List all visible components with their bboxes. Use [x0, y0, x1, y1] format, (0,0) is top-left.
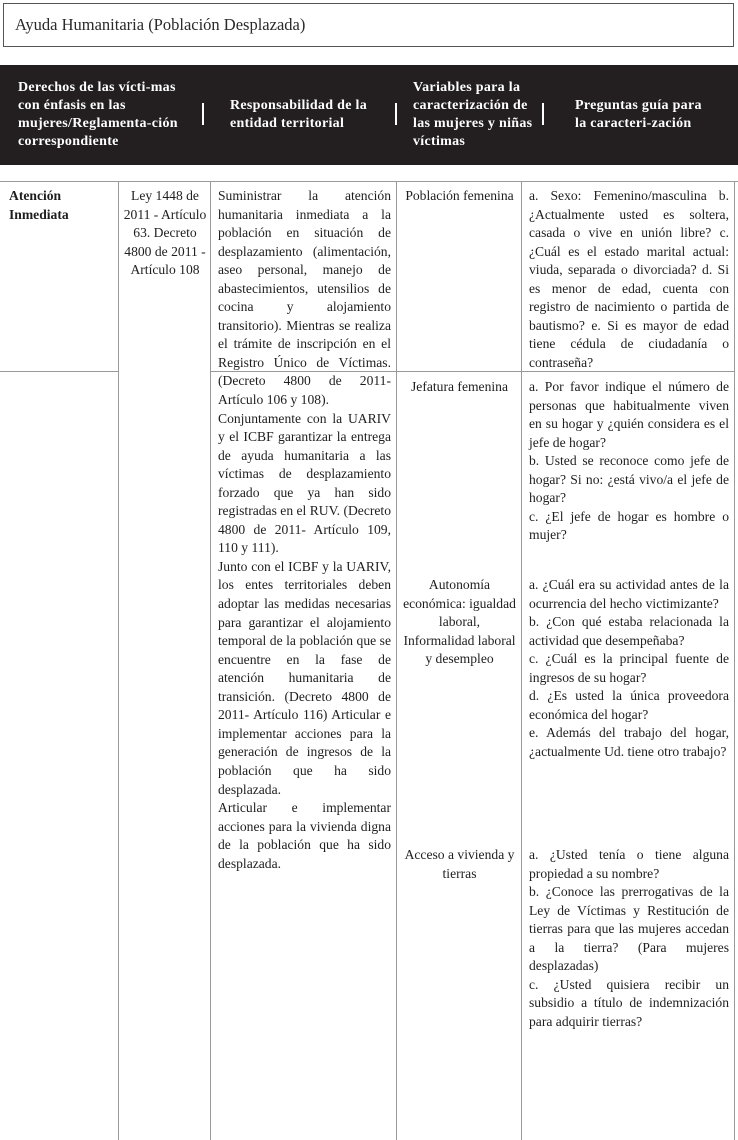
question-item: a. Sexo: Femenino/masculina b. ¿Actualmente usted es soltera, casada o vive en unión libre? c. ¿Cuál es el estado marital actual: viuda, separada o divorciada? d. Si es menor de edad, cuenta con registro de nacimiento o partida de bautismo? e. Si es mayor de edad tiene cédula de ciudadanía o contraseña?	[529, 188, 729, 370]
question-item: d. ¿Es usted la única proveedora económica del hogar?	[529, 688, 729, 722]
header-separator	[202, 103, 204, 125]
header-questions: Preguntas guía para la caracteri-zación	[575, 98, 702, 131]
question-item: b. ¿Conoce las prerrogativas de la Ley de Víctimas y Restitución de tierras para que las mujeres accedan a la tierra? (Para mujeres desplazadas)	[529, 884, 729, 974]
column-divider	[118, 181, 119, 1140]
responsibility-paragraph: Suministrar la atención humanitaria inmediata a la población en situación de desplazamiento (alimentación, aseo personal, manejo de abastecimientos, utensilios de cocina y alojamiento transitorio). Mientras se realiza el trámite de inscripción en el Registro Único de Víctimas. (Decreto 4800 de 2011- Artículo 106 y 108).	[218, 188, 391, 408]
header-variables: Variables para la caracterización de las mujeres y niñas víctimas	[413, 80, 533, 149]
row-divider	[0, 371, 118, 372]
table-header	[0, 65, 738, 165]
responsibility-paragraph: Articular e implementar acciones para la vivienda digna de la población que ha sido desplazada.	[218, 800, 391, 871]
question-item: a. Por favor indique el número de personas que habitualmente viven en su hogar y ¿quién considera es el jefe de hogar?	[529, 379, 729, 450]
right-name: Atención Inmediata	[9, 188, 69, 222]
variable-name: Autonomía económica: igualdad laboral, Informalidad laboral y desempleo	[403, 577, 516, 667]
question-item: c. ¿El jefe de hogar es hombre o mujer?	[529, 508, 729, 543]
question-item: c. ¿Cuál es la principal fuente de ingresos de su hogar?	[529, 651, 729, 685]
column-divider	[210, 181, 211, 1140]
column-divider	[734, 181, 735, 1140]
variable-questions	[529, 187, 729, 372]
column-divider	[396, 181, 397, 1140]
responsibility-text	[218, 187, 391, 873]
question-item: a. ¿Usted tenía o tiene alguna propiedad a su nombre?	[529, 847, 729, 881]
variable-name: Acceso a vivienda y tierras	[404, 847, 515, 881]
variable-questions	[529, 378, 729, 545]
variable-name: Jefatura femenina	[411, 379, 508, 394]
responsibility-paragraph: Junto con el ICBF y la UARIV, los entes territoriales deben adoptar las medidas necesarias para garantizar el alojamiento temporal de la población que se encuentre en la fase de atención humanitaria de transición. (Decreto 4800 de 2011- Artículo 116) Articular e implementar acciones para la generación de ingresos de la población que ha sido desplazada.	[218, 558, 391, 797]
question-item: b. ¿Con qué estaba relacionada la actividad que desempeñaba?	[529, 614, 729, 648]
header-separator	[542, 103, 544, 125]
header-responsibility: Responsabilidad de la entidad territorial	[230, 98, 368, 131]
header-separator	[395, 103, 397, 125]
page-title: Ayuda Humanitaria (Población Desplazada)	[3, 3, 734, 47]
responsibility-paragraph: Conjuntamente con la UARIV y el ICBF garantizar la entrega de ayuda humanitaria a las víctimas de desplazamiento forzado que ya han sido registradas en el RUV. (Decreto 4800 de 2011- Artículo 109, 110 y 111).	[218, 410, 392, 556]
variable-questions	[529, 846, 729, 1031]
question-item: b. Usted se reconoce como jefe de hogar? Si no: ¿está vivo/a el jefe de hogar?	[529, 453, 729, 506]
question-item: e. Además del trabajo del hogar, ¿actualmente Ud. tiene otro trabajo?	[529, 725, 729, 759]
row-top-border	[0, 181, 738, 182]
variable-name: Población femenina	[405, 188, 514, 203]
question-item: a. ¿Cuál era su actividad antes de la ocurrencia del hecho victimizante?	[529, 577, 729, 611]
regulation-text: Ley 1448 de 2011 - Artículo 63. Decreto 4800 de 2011 - Artículo 108	[123, 188, 207, 278]
question-item: c. ¿Usted quisiera recibir un subsidio a título de indemnización para adquirir tierras?	[529, 976, 729, 1029]
header-rights: Derechos de las vícti-mas con énfasis en las mujeres/Reglamenta-ción correspondiente	[18, 80, 178, 149]
column-divider	[521, 181, 522, 1140]
variable-questions	[529, 576, 729, 761]
